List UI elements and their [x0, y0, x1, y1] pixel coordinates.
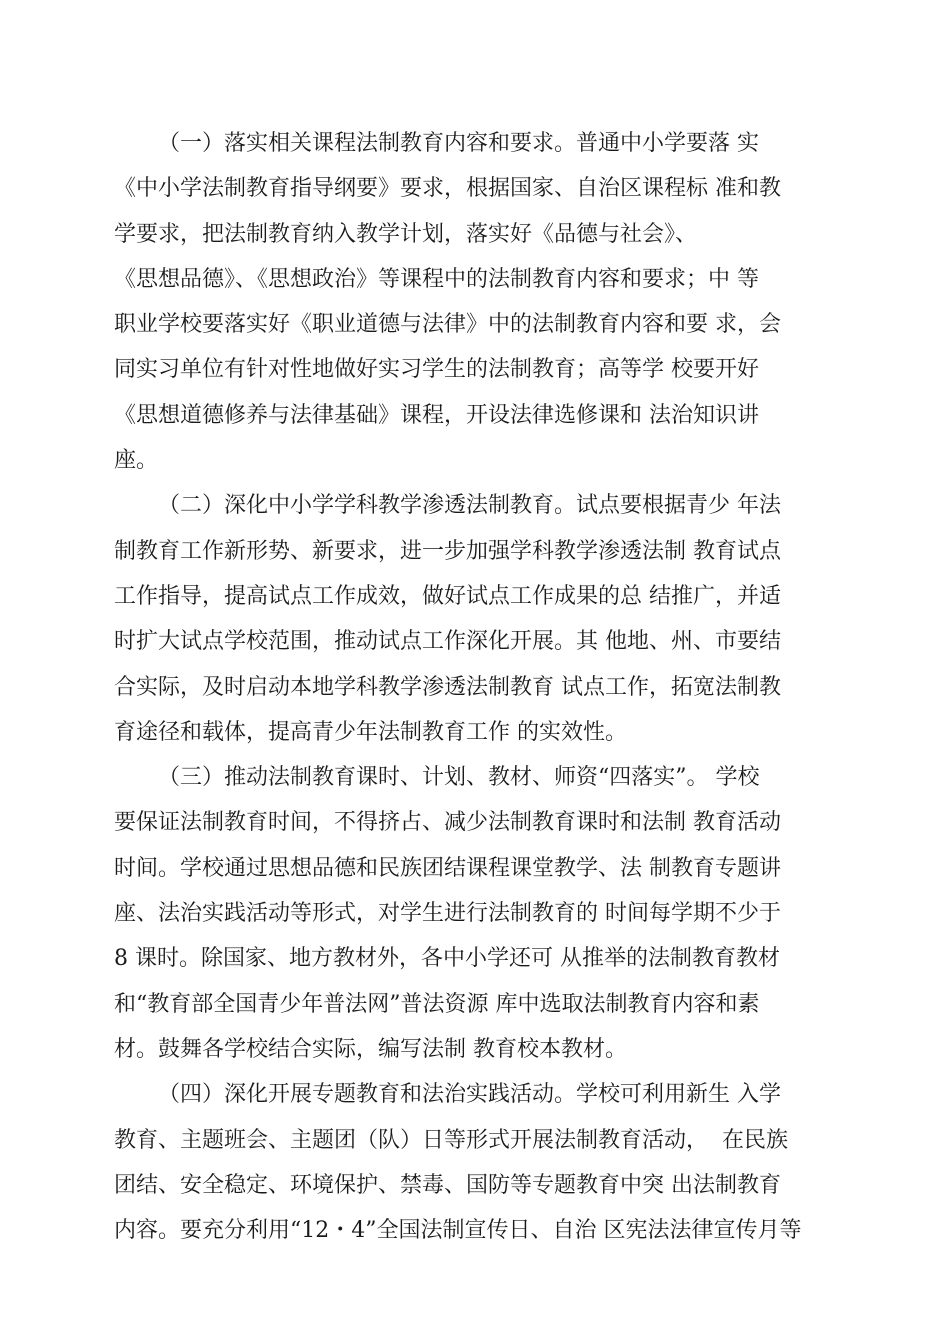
paragraph-2-line-5: 合实际，及时启动本地学科教学渗透法制教育 试点工作，拓宽法制教	[114, 674, 781, 700]
document-body	[114, 125, 844, 1257]
paragraph-2-line-3: 工作指导，提高试点工作成效，做好试点工作成果的总 结推广，并适	[114, 583, 781, 609]
paragraph-3-line-3: 时间。学校通过思想品德和民族团结课程课堂教学、法 制教育专题讲	[114, 855, 781, 881]
paragraph-4-line-3: 团结、安全稳定、环境保护、禁毒、国防等专题教育中突 出法制教育	[114, 1172, 781, 1198]
paragraph-4-line-4: 内容。要充分利用“12・4”全国法制宣传日、自治 区宪法法律宣传月等	[114, 1218, 802, 1244]
paragraph-1-line-8: 座。	[114, 448, 159, 474]
paragraph-4-line-2: 教育、主题班会、主题团（队）日等形式开展法制教育活动， 在民族	[114, 1127, 788, 1153]
paragraph-2-line-2: 制教育工作新形势、新要求，进一步加强学科教学渗透法制 教育试点	[114, 538, 781, 564]
paragraph-3-line-4: 座、法治实践活动等形式，对学生进行法制教育的 时间每学期不少于	[114, 901, 781, 927]
paragraph-2-line-1: （二）深化中小学学科教学渗透法制教育。试点要根据青少 年法	[158, 493, 781, 519]
paragraph-1-line-5: 职业学校要落实好《职业道德与法律》中的法制教育内容和要 求，会	[114, 312, 781, 338]
paragraph-1-line-4: 《思想品德》、《思想政治》等课程中的法制教育内容和要求；中 等	[114, 266, 759, 292]
paragraph-3-line-5: 8 课时。除国家、地方教材外，各中小学还可 从推举的法制教育教材	[114, 946, 780, 972]
paragraph-4-line-1: （四）深化开展专题教育和法治实践活动。学校可利用新生 入学	[158, 1082, 781, 1108]
paragraph-3-line-6: 和“教育部全国青少年普法网”普法资源 库中选取法制教育内容和素	[114, 991, 760, 1017]
paragraph-3-line-2: 要保证法制教育时间，不得挤占、减少法制教育课时和法制 教育活动	[114, 810, 781, 836]
paragraph-1-line-3: 学要求，把法制教育纳入教学计划，落实好《品德与社会》、	[114, 221, 698, 247]
paragraph-3-line-7: 材。鼓舞各学校结合实际，编写法制 教育校本教材。	[114, 1036, 627, 1062]
paragraph-2-line-4: 时扩大试点学校范围，推动试点工作深化开展。其 他地、州、市要结	[114, 629, 781, 655]
paragraph-2-line-6: 育途径和载体，提高青少年法制教育工作 的实效性。	[114, 719, 627, 745]
paragraph-1-line-7: 《思想道德修养与法律基础》课程，开设法律选修课和 法治知识讲	[114, 402, 759, 428]
paragraph-3-line-1: （三）推动法制教育课时、计划、教材、师资“四落实”。 学校	[158, 765, 760, 791]
paragraph-1-line-6: 同实习单位有针对性地做好实习学生的法制教育；高等学 校要开好	[114, 357, 759, 383]
paragraph-1-line-1: （一）落实相关课程法制教育内容和要求。普通中小学要落 实	[158, 131, 759, 156]
paragraph-1-line-2: 《中小学法制教育指导纲要》要求，根据国家、自治区课程标 准和教	[114, 176, 781, 202]
